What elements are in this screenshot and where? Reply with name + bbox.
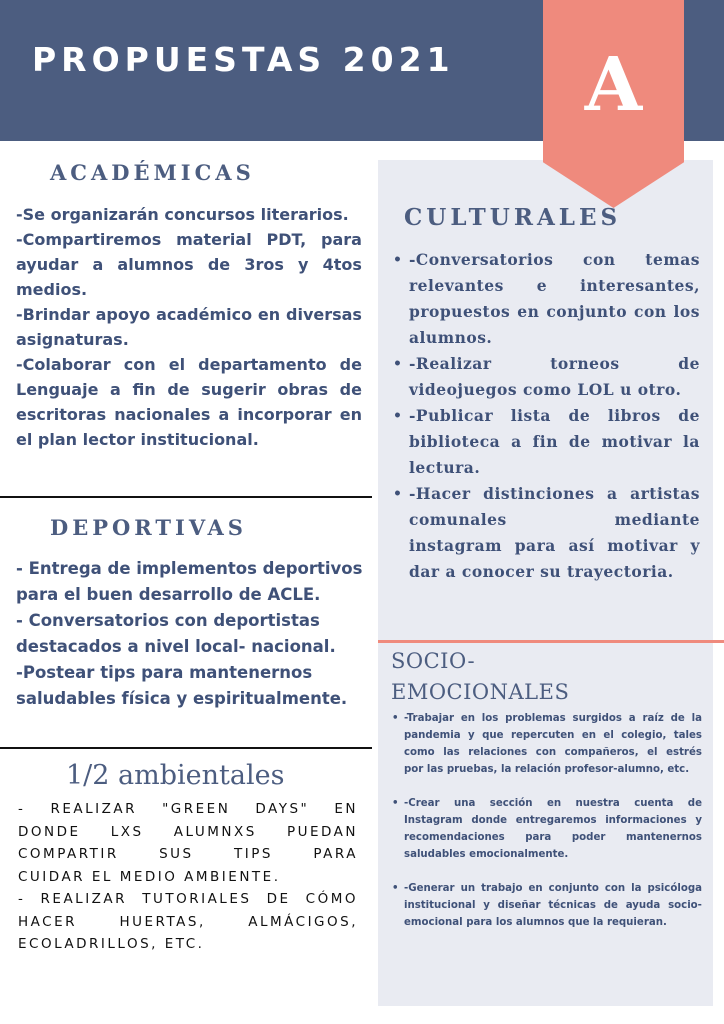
word: sugerir (201, 380, 266, 399)
word: a (511, 432, 522, 451)
culturales-title: CULTURALES (404, 204, 622, 231)
word: temas (645, 250, 700, 269)
socioemocionales-item (392, 880, 702, 931)
culturales-line (409, 247, 700, 273)
word: a (218, 405, 230, 424)
word: de (207, 255, 231, 274)
socioemocionales-list (392, 710, 702, 948)
ambientales-line: ECOLADRILLOS, ETC. (18, 936, 205, 952)
deportivas-line: -Postear tips para mantenernos (16, 663, 313, 682)
culturales-line (409, 507, 700, 533)
word: y (298, 255, 309, 274)
bullet-icon: • (393, 486, 403, 502)
ambientales-line (18, 821, 358, 844)
academicas-line (16, 377, 362, 402)
word: psicóloga (647, 883, 702, 894)
word: fin (132, 380, 156, 399)
word: un (460, 883, 476, 894)
word: la (631, 883, 642, 894)
word: -Conversatorios (409, 250, 554, 269)
word: ALUMNXS (173, 823, 257, 840)
socioemocionales-title (391, 646, 569, 708)
word: compañeros, (564, 747, 639, 758)
deportivas-body (16, 556, 366, 712)
word: fin (532, 432, 558, 451)
word: trabajo (481, 883, 523, 894)
word: en (546, 798, 562, 809)
deportivas-title: DEPORTIVAS (50, 515, 247, 540)
word: -Trabajar (404, 713, 455, 724)
word: DE (266, 891, 291, 907)
word: apoyo (95, 305, 151, 324)
academicas-line: -Se organizarán concursos literarios. (16, 205, 349, 224)
word: conjunto (546, 302, 628, 321)
word: surgidos (572, 713, 622, 724)
section-divider-accent (378, 640, 724, 643)
culturales-line: lectura. (409, 458, 481, 477)
word: una (453, 798, 476, 809)
word: -Colaborar (16, 355, 111, 374)
socioemocionales-title-line: SOCIO- (391, 649, 476, 673)
word: para (514, 536, 556, 555)
deportivas-line: saludables física y espiritualmente. (16, 689, 348, 708)
socioemocionales-title-line: EMOCIONALES (391, 680, 570, 704)
socioemocionales-line (404, 812, 702, 829)
socioemocionales-line (404, 710, 702, 727)
bullet-icon: • (393, 408, 403, 424)
word: las (443, 747, 460, 758)
word: escritoras (16, 405, 107, 424)
word: de (568, 432, 591, 451)
word: con (583, 250, 616, 269)
academicas-line: el plan lector institucional. (16, 430, 259, 449)
socioemocionales-line (404, 727, 702, 744)
word: PDT, (266, 230, 307, 249)
culturales-list (393, 247, 700, 585)
word: la (683, 432, 700, 451)
culturales-line (409, 429, 700, 455)
ambientales-body (18, 798, 358, 956)
word: pandemia (404, 730, 461, 741)
deportivas-line: - Entrega de implementos deportivos (16, 559, 363, 578)
academicas-line (16, 227, 362, 252)
word: raíz (642, 713, 664, 724)
word: y (695, 815, 702, 826)
word: Lenguaje (16, 380, 99, 399)
word: sección (489, 798, 533, 809)
word: cuenta (634, 798, 674, 809)
word: TIPS (234, 846, 273, 862)
word: PUEDAN (286, 823, 358, 840)
word: académico (156, 305, 253, 324)
word: con (604, 883, 626, 894)
word: a (92, 255, 104, 274)
word: REALIZAR (50, 801, 137, 817)
culturales-line: alumnos. (409, 328, 493, 347)
word: -Hacer (409, 484, 471, 503)
word: REALIZAR (40, 891, 128, 907)
culturales-item (393, 481, 700, 585)
academicas-line (16, 252, 362, 277)
word: a (110, 380, 121, 399)
word: tales (673, 730, 702, 741)
culturales-item (393, 247, 700, 351)
academicas-line: asignaturas. (16, 330, 129, 349)
word: 3ros (244, 255, 284, 274)
ambientales-line (18, 888, 358, 911)
culturales-line (409, 403, 700, 429)
word: que (482, 730, 504, 741)
culturales-item (393, 351, 700, 403)
academicas-title: ACADÉMICAS (50, 160, 255, 185)
socioemocionales-item (392, 710, 702, 778)
word: "GREEN (162, 801, 231, 817)
word: socio- (668, 900, 702, 911)
word: - (18, 801, 26, 817)
word: de (167, 380, 190, 399)
ambientales-line (18, 843, 358, 866)
deportivas-line: - Conversatorios con deportistas (16, 611, 320, 630)
bullet-icon: • (392, 713, 399, 724)
word: SUS (159, 846, 194, 862)
socioemocionales-line (404, 744, 702, 761)
word: la (691, 713, 702, 724)
word: de (670, 713, 685, 724)
word: estrés (666, 747, 702, 758)
word: diseñar (497, 900, 541, 911)
culturales-line (409, 351, 700, 377)
academicas-line (16, 302, 362, 327)
word: departamento (198, 355, 327, 374)
word: PARA (313, 846, 358, 862)
word: biblioteca (409, 432, 501, 451)
word: recomendaciones (404, 832, 505, 843)
word: de (678, 406, 700, 425)
socioemocionales-line: por las pruebas, la relación profesor-alumno, etc. (404, 764, 690, 775)
word: material (176, 230, 252, 249)
word: a (606, 484, 618, 503)
bullet-icon: • (392, 798, 399, 809)
section-divider (0, 747, 372, 749)
word: poder (571, 832, 606, 843)
academicas-line: medios. (16, 280, 88, 299)
word: con (123, 355, 156, 374)
word: en (257, 305, 281, 324)
deportivas-line: destacados a nivel local- nacional. (16, 637, 336, 656)
academicas-line (16, 402, 362, 427)
socioemocionales-item (392, 795, 702, 863)
word: -Compartiremos (16, 230, 162, 249)
word: repercuten (510, 730, 575, 741)
word: lista (510, 406, 551, 425)
word: y (483, 900, 490, 911)
word: 4tos (322, 255, 362, 274)
word: propuestos (409, 302, 511, 321)
word: técnicas (548, 900, 596, 911)
word: con (634, 302, 667, 321)
bullet-icon: • (392, 883, 399, 894)
word: a (628, 713, 636, 724)
word: interesantes, (580, 276, 700, 295)
word: EN (334, 801, 358, 817)
word: DAYS" (255, 801, 310, 817)
word: nacionales (114, 405, 211, 424)
culturales-line: videojuegos como LOL u otro. (409, 380, 682, 399)
word: y (690, 536, 700, 555)
socioemocionales-line (404, 829, 702, 846)
word: así (568, 536, 595, 555)
word: relaciones (468, 747, 528, 758)
word: libros (607, 406, 661, 425)
bullet-icon: • (393, 252, 403, 268)
word: en (517, 302, 540, 321)
section-divider (0, 496, 372, 498)
deportivas-line: para el buen desarrollo de ACLE. (16, 585, 321, 604)
culturales-line: dar a conocer su trayectoria. (409, 562, 674, 581)
word: institucional (404, 900, 476, 911)
word: -Crear (404, 798, 440, 809)
culturales-line (409, 299, 700, 325)
socioemocionales-line (404, 880, 702, 897)
word: de (678, 354, 700, 373)
word: COMPARTIR (18, 846, 119, 862)
word: informaciones (605, 815, 687, 826)
bullet-icon: • (393, 356, 403, 372)
word: colegio, (621, 730, 667, 741)
word: LXS (110, 823, 144, 840)
word: de (339, 380, 362, 399)
word: de (603, 900, 618, 911)
word: artistas (630, 484, 700, 503)
word: el (603, 730, 614, 741)
word: en (339, 405, 362, 424)
word: ALMÁCIGOS, (248, 913, 358, 930)
word: entregaremos (515, 815, 597, 826)
ambientales-title: 1/2 ambientales (66, 760, 285, 791)
word: problemas (505, 713, 566, 724)
culturales-line (409, 273, 700, 299)
word: mantenernos (625, 832, 702, 843)
word: y (468, 730, 475, 741)
socioemocionales-line (404, 795, 702, 812)
word: TUTORIALES (142, 891, 252, 907)
ambientales-line: CUIDAR EL MEDIO AMBIENTE. (18, 868, 281, 885)
word: comunales (409, 510, 507, 529)
word: -Brindar (16, 305, 90, 324)
ribbon-letter: A (584, 42, 643, 128)
academicas-body (16, 202, 362, 452)
word: relevantes (409, 276, 504, 295)
word: -Publicar (409, 406, 494, 425)
word: el (168, 355, 186, 374)
socioemocionales-line (404, 897, 702, 914)
word: como (404, 747, 435, 758)
word: para (321, 230, 362, 249)
page-title: PROPUESTAS 2021 (32, 40, 455, 79)
culturales-item (393, 403, 700, 481)
culturales-line (409, 481, 700, 507)
word: conjunto (548, 883, 599, 894)
word: de (568, 406, 591, 425)
word: instagram (409, 536, 503, 555)
ambientales-line (18, 798, 358, 821)
word: -Generar (404, 883, 455, 894)
academicas-line (16, 352, 362, 377)
word: obras (277, 380, 329, 399)
culturales-line (409, 533, 700, 559)
word: motivar (601, 432, 673, 451)
word: ayuda (625, 900, 661, 911)
word: nuestra (575, 798, 620, 809)
word: los (673, 302, 700, 321)
word: para (525, 832, 552, 843)
word: con (535, 747, 557, 758)
word: HACER (18, 913, 77, 930)
word: en (528, 883, 543, 894)
word: de (339, 355, 362, 374)
word: -Realizar (409, 354, 492, 373)
word: distinciones (483, 484, 595, 503)
word: motivar (607, 536, 678, 555)
word: incorporar (237, 405, 332, 424)
word: e (536, 276, 548, 295)
word: Instagram (404, 815, 463, 826)
word: diversas (286, 305, 362, 324)
word: en (460, 713, 475, 724)
word: los (481, 713, 499, 724)
word: HUERTAS, (119, 913, 206, 930)
word: de (687, 798, 702, 809)
socioemocionales-line: emocional para los alumnos que la requieran. (404, 917, 667, 928)
word: donde (471, 815, 508, 826)
word: el (647, 747, 658, 758)
word: torneos (550, 354, 620, 373)
word: en (581, 730, 597, 741)
word: CÓMO (305, 891, 358, 907)
word: DONDE (18, 823, 81, 840)
word: ayudar (16, 255, 79, 274)
ambientales-line (18, 911, 358, 934)
word: mediante (614, 510, 700, 529)
socioemocionales-line: saludables emocionalmente. (404, 849, 569, 860)
word: alumnos (117, 255, 194, 274)
word: - (18, 891, 26, 907)
